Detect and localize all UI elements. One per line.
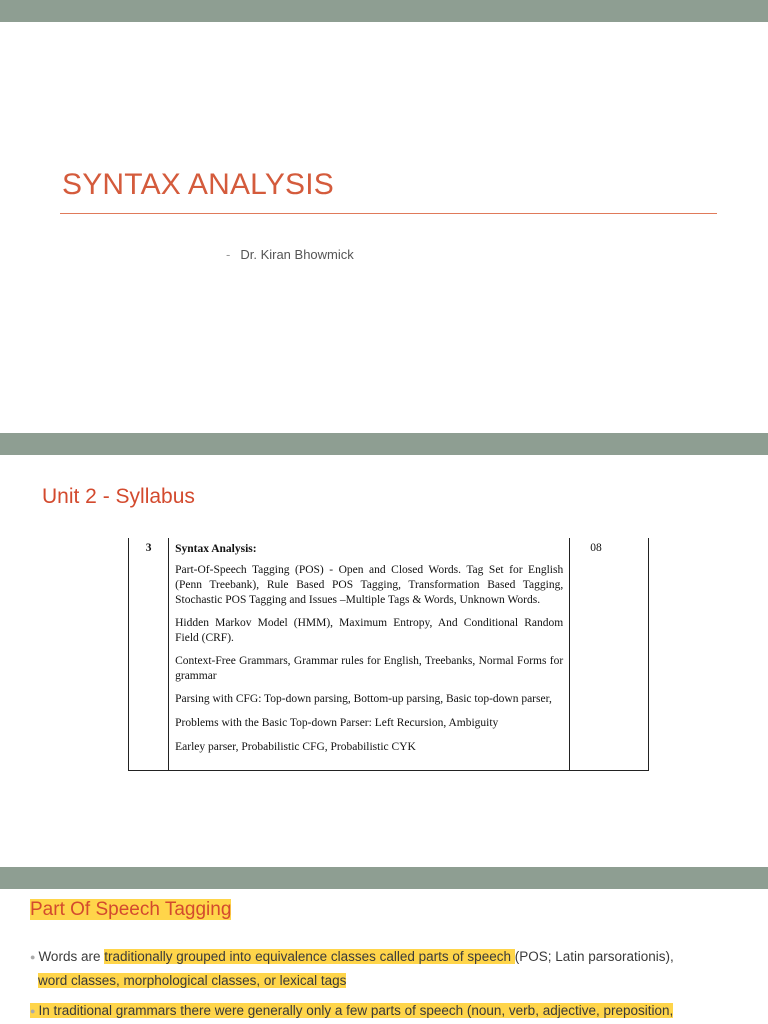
bullet-2-line-1 [30,999,673,1023]
top-band [0,0,768,22]
author-name: Dr. Kiran Bhowmick [240,247,354,262]
pos-heading [30,899,231,921]
bullet-1-pre: Words are [38,949,105,964]
module-heading: Syntax Analysis: [175,543,257,555]
topic-item: Hidden Markov Model (HMM), Maximum Entropy, And Conditional Random Field (CRF). [175,617,564,644]
bullet-dot-icon: ● [30,1006,36,1017]
bullet-1-post: (POS; Latin parsorationis), [514,949,674,964]
separator-band-2 [0,867,768,889]
topic-item: Parsing with CFG: Top-down parsing, Bottom-up parsing, Basic top-down parser, [175,693,552,705]
syllabus-table [128,538,649,771]
bullet-1-line-1 [30,945,674,969]
bullet-dot-icon: ● [30,952,36,963]
author-dash: - [226,247,231,262]
author-line [226,247,354,262]
bullet-1-line-2 [38,969,346,993]
title-underline [60,213,717,214]
topic-item: Part-Of-Speech Tagging (POS) - Open and Closed Words. Tag Set for English (Penn Treebank), Rule Based POS Tagging, Transformation Based Tagging, Stochastic POS Tagging and Issues –Multiple Tags & Words, Unknown Words. [175,564,564,606]
slide-title-heading: SYNTAX ANALYSIS [62,168,334,201]
topic-item: Earley parser, Probabilistic CFG, Probabilistic CYK [175,741,416,753]
slide-title[interactable] [0,22,768,433]
module-number: 3 [129,538,169,771]
bullet-2-text: In traditional grammars there were generally only a few parts of speech (noun, verb, adjective, preposition, [38,1003,674,1018]
table-row [129,538,649,771]
module-hours: 08 [570,538,649,771]
topic-item: Problems with the Basic Top-down Parser: Left Recursion, Ambiguity [175,717,499,729]
topic-item: Context-Free Grammars, Grammar rules for English, Treebanks, Normal Forms for grammar [175,655,564,682]
separator-band-1 [0,433,768,455]
bullet-2-highlight [30,1003,673,1018]
pos-heading-text: Part Of Speech Tagging [30,899,232,920]
module-content [169,538,570,771]
bullet-1-highlight-1: traditionally grouped into equivalence classes called parts of speech [104,949,515,964]
bullet-1-highlight-2: word classes, morphological classes, or lexical tags [38,973,347,988]
syllabus-heading: Unit 2 - Syllabus [42,485,195,508]
